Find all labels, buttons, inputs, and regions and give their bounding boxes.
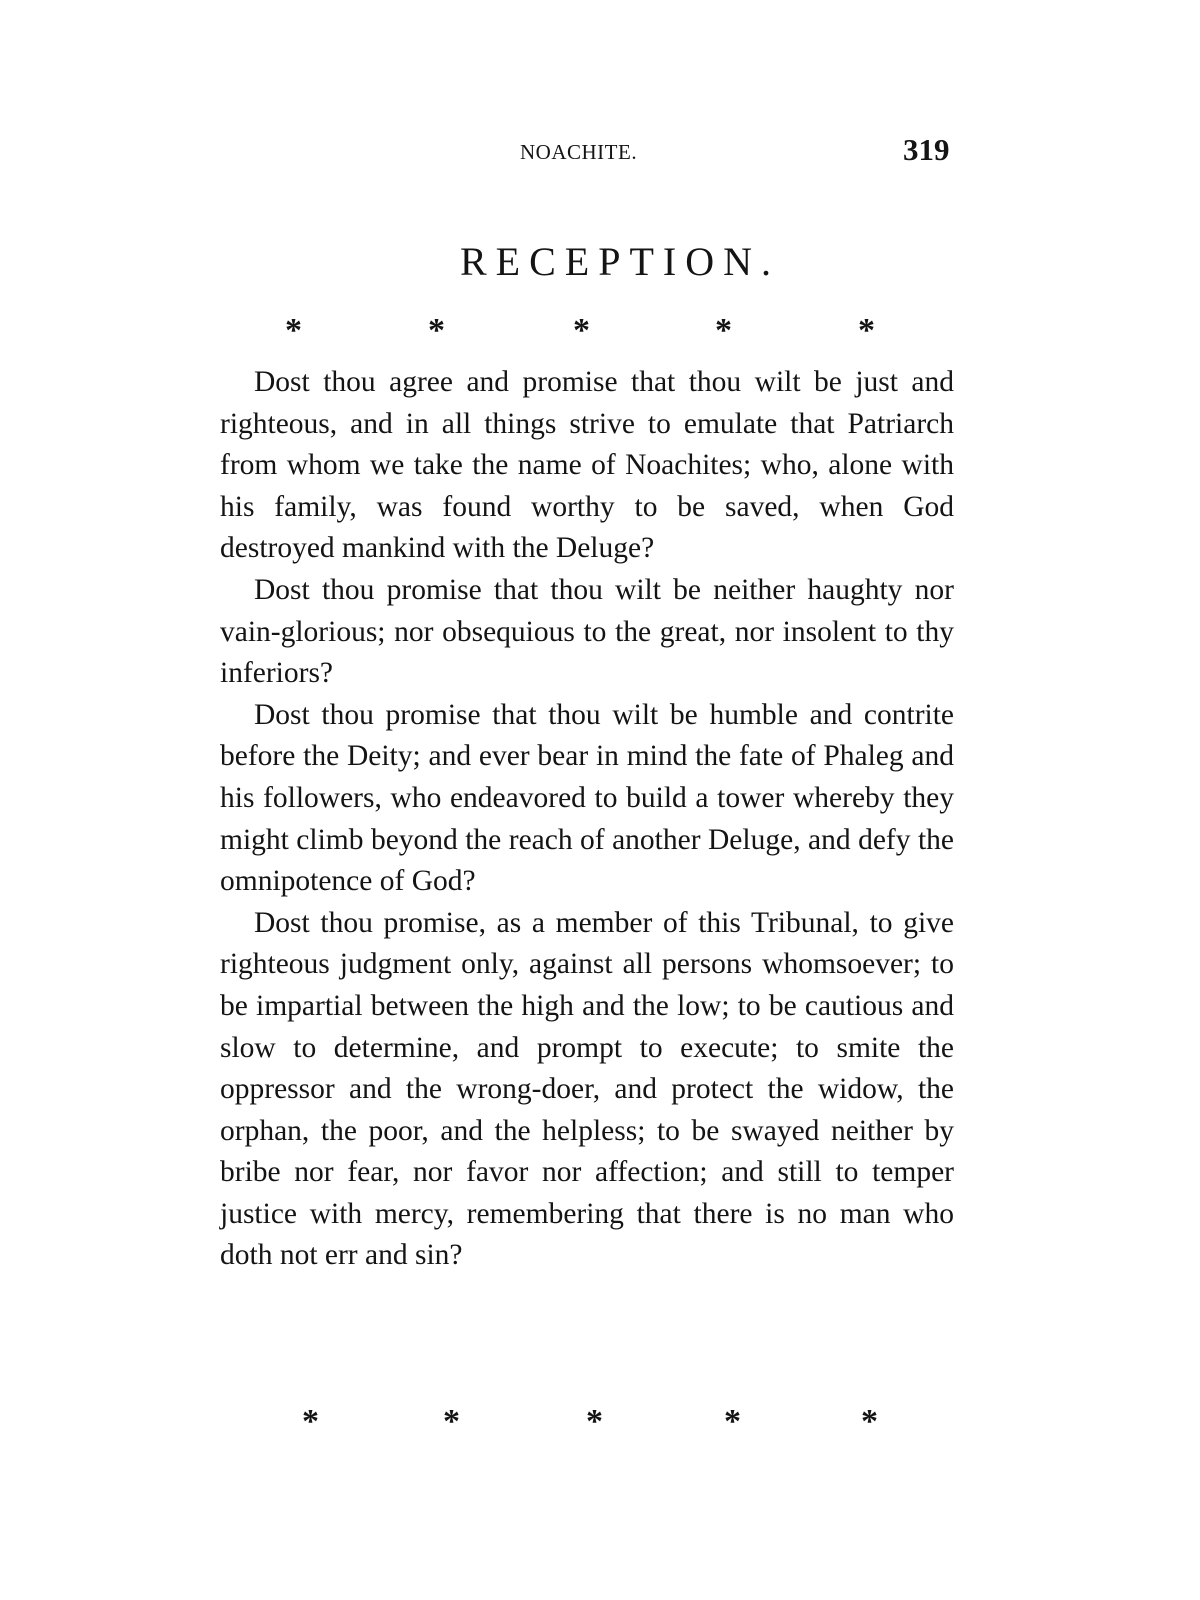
asterisk-separator-bottom [0,1403,1200,1443]
paragraph-3: Dost thou promise that thou wilt be humble and contrite before the Deity; and ever bear in mind the fate of Phaleg and his followers, who endeavored to build a tower whereby they might climb beyond the reach of another Deluge, and defy the omnipotence of God? [220,698,954,898]
paragraph-4: Dost thou promise, as a member of this Tribunal, to give righteous judgment only, against all persons whomsoever; to be impartial between the high and the low; to be cautious and slow to determine, and prompt to execute; to smite the oppressor and the wrong-doer, and protect the widow, the orphan, the poor, and the helpless; to be swayed neither by bribe nor fear, nor favor nor affection; and still to temper justice with mercy, remembering that there is no man who doth not err and sin? [220,906,954,1272]
asterisk: * [858,312,875,349]
asterisk-separator-top [0,312,1200,352]
running-title: NOACHITE. [520,140,638,164]
asterisk: * [443,1403,460,1440]
asterisk: * [586,1403,603,1440]
body-text [220,362,954,1277]
asterisk: * [428,312,445,349]
asterisk: * [715,312,732,349]
asterisk: * [285,312,302,349]
paragraph-1: Dost thou agree and promise that thou wilt be just and righteous, and in all things strive to emulate that Patriarch from whom we take the name of Noachites; who, alone with his family, was found worthy to be saved, when God destroyed mankind with the Deluge? [220,366,954,565]
page-number: 319 [903,132,950,167]
section-title: RECEPTION. [460,239,780,284]
asterisk: * [302,1403,319,1440]
running-head [0,132,1200,172]
asterisk: * [724,1403,741,1440]
asterisk: * [573,312,590,349]
asterisk: * [861,1403,878,1440]
paragraph-2: Dost thou promise that thou wilt be neither haughty nor vain-glorious; nor obsequious to the great, nor insolent to thy inferiors? [220,573,954,690]
